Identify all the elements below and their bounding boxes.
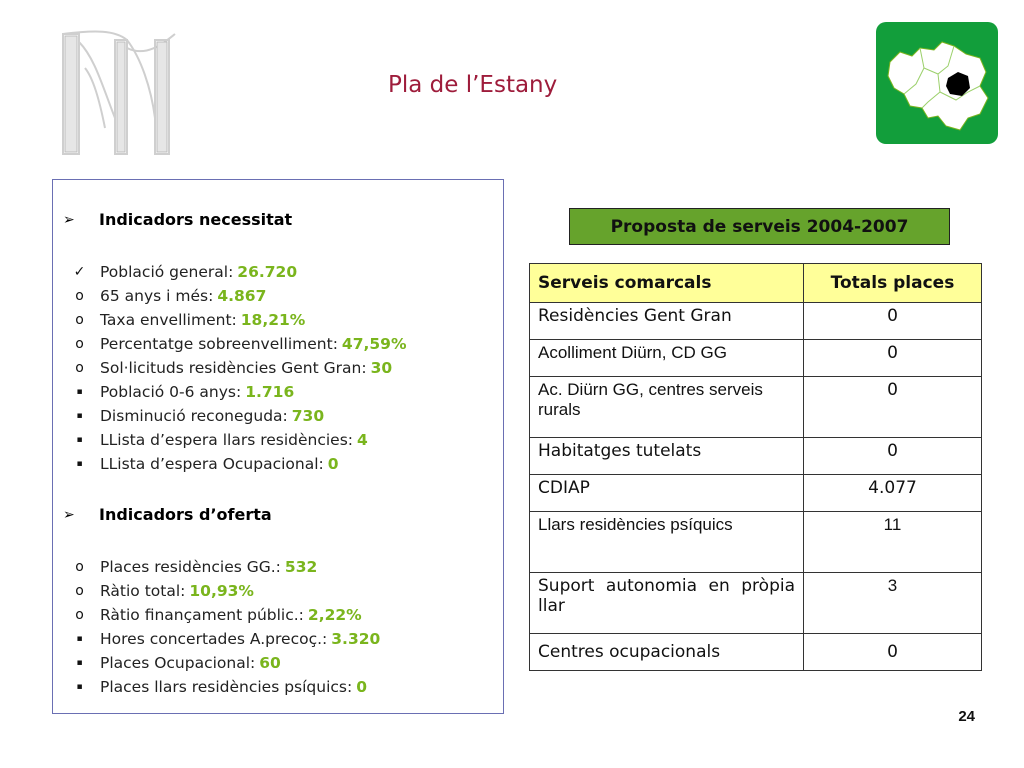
list-item: [59, 380, 497, 404]
table-row: [530, 573, 982, 634]
service-name: Centres ocupacionals: [530, 634, 804, 671]
list-item: [59, 675, 497, 699]
indicator-label: Ràtio finançament públic.:: [100, 606, 304, 624]
table-row: [530, 340, 982, 377]
table-row: [530, 438, 982, 475]
table-row: [530, 303, 982, 340]
circle-bullet-icon: o: [75, 559, 84, 575]
indicator-label: Places llars residències psíquics:: [100, 678, 353, 696]
indicator-value: 18,21%: [240, 311, 306, 329]
offer-indicators-list: [59, 555, 497, 699]
need-indicators-heading: ➢ Indicadors necessitat: [63, 210, 293, 229]
check-bullet-icon: ✓: [73, 264, 86, 280]
indicator-value: 60: [259, 654, 281, 672]
indicator-value: 10,93%: [189, 582, 254, 600]
list-item: [59, 555, 497, 579]
proposal-banner: Proposta de serveis 2004-2007: [569, 208, 950, 245]
indicator-value: 4: [357, 431, 368, 449]
list-item: [59, 260, 497, 284]
indicator-label: 65 anys i més:: [100, 287, 214, 305]
indicator-label: Percentatge sobreenvelliment:: [100, 335, 338, 353]
arrow-bullet-icon: ➢: [63, 506, 75, 523]
indicator-label: LLista d’espera llars residències:: [100, 431, 354, 449]
service-name: CDIAP: [530, 475, 804, 512]
circle-bullet-icon: o: [75, 607, 84, 623]
arrow-bullet-icon: ➢: [63, 211, 75, 228]
column-header-places: Totals places: [804, 264, 982, 303]
service-places: 0: [804, 303, 982, 340]
table-row: [530, 475, 982, 512]
need-indicators-list: [59, 260, 497, 476]
indicator-value: 4.867: [217, 287, 267, 305]
list-item: [59, 428, 497, 452]
indicator-label: Població general:: [100, 263, 234, 281]
indicator-label: Sol·licituds residències Gent Gran:: [100, 359, 367, 377]
service-places: 0: [804, 340, 982, 377]
service-places: 11: [804, 512, 982, 573]
service-name: Suport autonomia en pròpia llar: [530, 573, 804, 634]
circle-bullet-icon: o: [75, 360, 84, 376]
list-item: [59, 603, 497, 627]
service-name: Ac. Diürn GG, centres serveis rurals: [530, 377, 804, 438]
indicator-value: 30: [370, 359, 393, 377]
service-places: 4.077: [804, 475, 982, 512]
service-name: Habitatges tutelats: [530, 438, 804, 475]
indicator-label: Ràtio total:: [100, 582, 186, 600]
square-bullet-icon: ▪: [76, 387, 83, 397]
service-name: Llars residències psíquics: [530, 512, 804, 573]
list-item: [59, 651, 497, 675]
service-name: Acolliment Diürn, CD GG: [530, 340, 804, 377]
table-row: [530, 377, 982, 438]
ornamental-logo-icon: [55, 28, 180, 158]
table-header-row: [530, 264, 982, 303]
indicator-value: 26.720: [237, 263, 298, 281]
page-number: 24: [958, 708, 975, 725]
indicator-label: Hores concertades A.precoç.:: [100, 630, 328, 648]
indicator-value: 532: [284, 558, 318, 576]
offer-indicators-heading: ➢ Indicadors d’oferta: [63, 505, 272, 524]
services-table: [529, 263, 982, 671]
indicator-value: 3.320: [331, 630, 381, 648]
list-item: [59, 356, 497, 380]
indicators-panel: [52, 179, 504, 714]
indicator-value: 2,22%: [307, 606, 362, 624]
indicator-label: Places Ocupacional:: [100, 654, 256, 672]
circle-bullet-icon: o: [75, 288, 84, 304]
square-bullet-icon: ▪: [76, 459, 83, 469]
list-item: [59, 404, 497, 428]
list-item: [59, 452, 497, 476]
indicator-value: 1.716: [245, 383, 295, 401]
square-bullet-icon: ▪: [76, 435, 83, 445]
service-places: 0: [804, 377, 982, 438]
list-item: [59, 579, 497, 603]
indicator-value: 0: [327, 455, 339, 473]
list-item: [59, 284, 497, 308]
list-item: [59, 308, 497, 332]
region-map-icon: [876, 22, 998, 144]
square-bullet-icon: ▪: [76, 634, 83, 644]
circle-bullet-icon: o: [75, 583, 84, 599]
indicator-label: Disminució reconeguda:: [100, 407, 288, 425]
square-bullet-icon: ▪: [76, 682, 83, 692]
square-bullet-icon: ▪: [76, 411, 83, 421]
indicator-label: Població 0-6 anys:: [100, 383, 242, 401]
indicator-label: LLista d’espera Ocupacional:: [100, 455, 324, 473]
indicator-label: Places residències GG.:: [100, 558, 281, 576]
service-places: 3: [804, 573, 982, 634]
circle-bullet-icon: o: [75, 312, 84, 328]
square-bullet-icon: ▪: [76, 658, 83, 668]
list-item: [59, 332, 497, 356]
page-title: Pla de l’Estany: [388, 72, 558, 98]
list-item: [59, 627, 497, 651]
indicator-value: 47,59%: [341, 335, 407, 353]
table-row: [530, 512, 982, 573]
indicator-value: 0: [356, 678, 368, 696]
service-places: 0: [804, 438, 982, 475]
indicator-value: 730: [291, 407, 325, 425]
service-name: Residències Gent Gran: [530, 303, 804, 340]
table-row: [530, 634, 982, 671]
service-places: 0: [804, 634, 982, 671]
circle-bullet-icon: o: [75, 336, 84, 352]
indicator-label: Taxa envelliment:: [100, 311, 237, 329]
column-header-services: Serveis comarcals: [530, 264, 804, 303]
